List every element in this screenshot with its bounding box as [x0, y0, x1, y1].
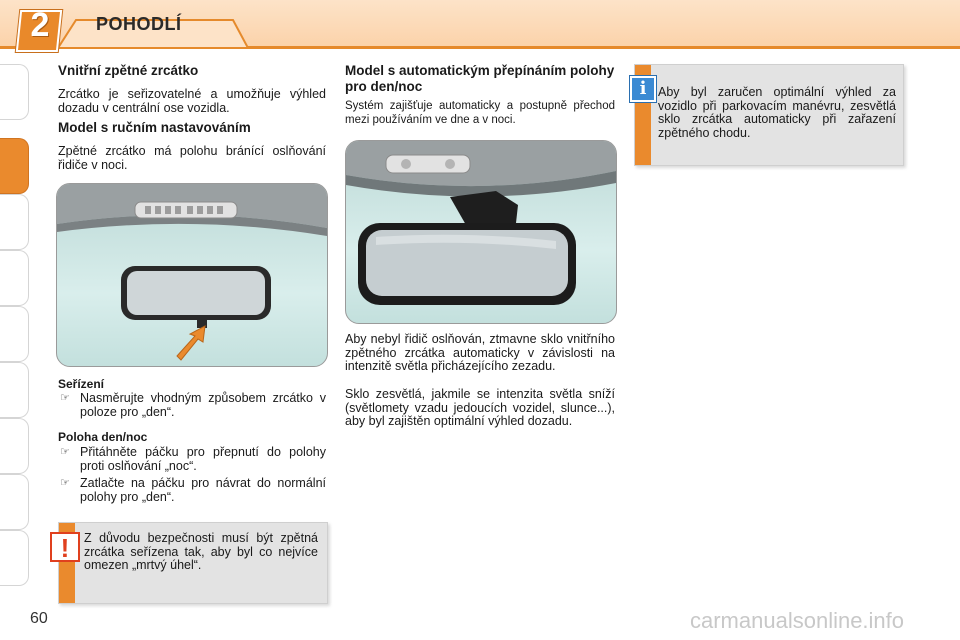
auto-paragraph-2: Sklo zesvětlá, jakmile se intenzita světla sníží (světlomety vzadu jedoucích vozidel, slunce...), aby byl zajištěn optimální výhled dozadu. — [345, 387, 615, 428]
side-tab-6[interactable] — [0, 362, 29, 418]
pointing-hand-icon: ☞ — [60, 392, 70, 404]
info-note-text: Aby byl zaručen optimální výhled za vozidlo při parkovacím manévru, zesvětlá sklo zrcátka automaticky při zařazení zpětného chodu. — [658, 85, 896, 140]
manual-mirror-drawing — [57, 184, 327, 366]
manual-model-paragraph: Zpětné zrcátko má polohu bránící oslňování řidiče v noci. — [58, 144, 326, 172]
side-tab-9[interactable] — [0, 530, 29, 586]
heading-auto-model: Model s automatickým přepínáním polohy pro den/noc — [345, 63, 615, 94]
heading-inner-mirror: Vnitřní zpětné zrcátko — [58, 63, 199, 78]
side-tab-8[interactable] — [0, 474, 29, 530]
warning-note-text: Z důvodu bezpečnosti musí být zpětná zrcátka seřízena tak, aby byl co nejvíce omezen „mrtvý úhel“. — [84, 531, 318, 572]
daynight-bullet-2 — [60, 476, 326, 504]
adjust-bullet-text: Nasměrujte vhodným způsobem zrcátko v poloze pro „den“. — [80, 391, 326, 419]
side-tab-2-active[interactable] — [0, 138, 29, 194]
page-number: 60 — [30, 610, 48, 627]
heading-manual-model: Model s ručním nastavováním — [58, 120, 251, 135]
auto-intro-paragraph: Systém zajišťuje automaticky a postupně přechod mezi používáním ve dne a v noci. — [345, 100, 615, 126]
auto-mirror-illustration — [345, 140, 617, 324]
auto-paragraph-1: Aby nebyl řidič oslňován, ztmavne sklo vnitřního zpětného zrcátka automaticky v závislosti na intenzitě světla přicházejícího zezadu. — [345, 332, 615, 373]
pointing-hand-icon: ☞ — [60, 477, 70, 489]
auto-mirror-drawing — [346, 141, 616, 323]
info-icon: i — [630, 76, 656, 102]
side-tab-3[interactable] — [0, 194, 29, 250]
daynight-bullet-text-2: Zatlačte na páčku pro návrat do normální polohy pro „den“. — [80, 476, 326, 504]
chapter-title: POHODLÍ — [96, 14, 182, 34]
daynight-bullet-text-1: Přitáhněte páčku pro přepnutí do polohy proti oslňování „noc“. — [80, 445, 326, 473]
chapter-number: 2 — [30, 6, 50, 44]
daynight-title: Poloha den/noc — [58, 430, 148, 444]
side-tab-1[interactable] — [0, 64, 29, 120]
adjust-title: Seřízení — [58, 377, 105, 391]
side-tab-7[interactable] — [0, 418, 29, 474]
side-tab-5[interactable] — [0, 306, 29, 362]
side-tab-4[interactable] — [0, 250, 29, 306]
daynight-bullet-1 — [60, 445, 326, 473]
adjust-bullet-1 — [60, 391, 326, 419]
watermark: carmanualsonline.info — [690, 608, 905, 633]
manual-mirror-illustration — [56, 183, 328, 367]
pointing-hand-icon: ☞ — [60, 446, 70, 458]
exclamation-icon: ! — [50, 532, 80, 562]
intro-paragraph: Zrcátko je seřizovatelné a umožňuje výhled dozadu v centrální ose vozidla. — [58, 87, 326, 115]
